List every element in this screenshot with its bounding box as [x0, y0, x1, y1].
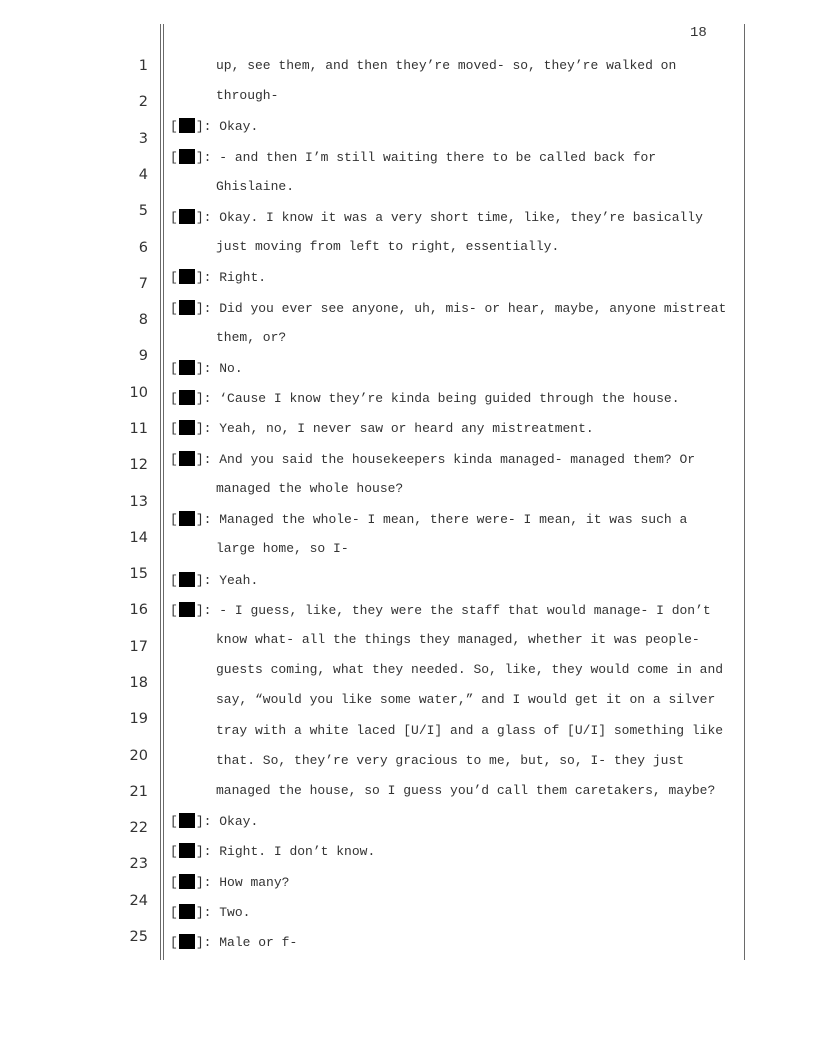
- redacted-speaker-name: [179, 874, 195, 889]
- line-number: 11: [129, 421, 148, 437]
- speaker-bracket-open: [: [170, 875, 178, 890]
- line-number: 10: [129, 385, 148, 401]
- line-text: Right.: [219, 270, 267, 285]
- line-number: 6: [138, 240, 148, 256]
- left-margin-rule: [160, 24, 161, 960]
- redacted-speaker-name: [179, 813, 195, 828]
- line-number: 19: [129, 711, 148, 727]
- speaker-bracket-open: [: [170, 935, 178, 950]
- redacted-speaker-name: [179, 360, 195, 375]
- speaker-bracket-close: ]:: [195, 935, 212, 950]
- line-number: 13: [129, 494, 148, 510]
- speaker-bracket-open: [: [170, 301, 178, 316]
- transcript-line: [216, 783, 715, 798]
- line-text: Two.: [219, 905, 251, 920]
- redacted-speaker-name: [179, 934, 195, 949]
- redacted-speaker-name: [179, 149, 195, 164]
- transcript-line: [216, 239, 559, 254]
- line-number: 18: [129, 675, 148, 691]
- speaker-bracket-close: ]:: [195, 844, 212, 859]
- line-number: 4: [138, 167, 148, 183]
- redacted-speaker-name: [179, 572, 195, 587]
- speaker-bracket-open: [: [170, 814, 178, 829]
- speaker-line: [170, 300, 726, 316]
- speaker-line: [170, 934, 297, 950]
- line-number: 3: [138, 131, 148, 147]
- speaker-bracket-close: ]:: [195, 150, 212, 165]
- speaker-bracket-open: [: [170, 421, 178, 436]
- speaker-bracket-open: [: [170, 905, 178, 920]
- line-number: 25: [129, 929, 148, 945]
- speaker-bracket-open: [: [170, 361, 178, 376]
- redacted-speaker-name: [179, 269, 195, 284]
- line-text: Yeah.: [219, 573, 259, 588]
- line-number: 24: [129, 893, 148, 909]
- speaker-bracket-close: ]:: [195, 361, 212, 376]
- line-text: large home, so I-: [216, 541, 349, 556]
- speaker-bracket-close: ]:: [195, 210, 212, 225]
- speaker-line: [170, 843, 375, 859]
- line-text: - and then I’m still waiting there to be called back for: [219, 150, 657, 165]
- speaker-bracket-open: [: [170, 391, 178, 406]
- speaker-line: [170, 572, 258, 588]
- speaker-line: [170, 269, 266, 285]
- redacted-speaker-name: [179, 420, 195, 435]
- redacted-speaker-name: [179, 843, 195, 858]
- redacted-speaker-name: [179, 511, 195, 526]
- speaker-bracket-close: ]:: [195, 391, 212, 406]
- speaker-bracket-close: ]:: [195, 603, 212, 618]
- speaker-bracket-open: [: [170, 512, 178, 527]
- line-number: 2: [138, 94, 148, 110]
- speaker-bracket-close: ]:: [195, 119, 212, 134]
- line-text: Okay.: [219, 119, 259, 134]
- speaker-bracket-close: ]:: [195, 512, 212, 527]
- line-text: managed the whole house?: [216, 481, 404, 496]
- line-text: them, or?: [216, 330, 287, 345]
- transcript-line: [216, 692, 715, 707]
- line-text: Right. I don’t know.: [219, 844, 376, 859]
- speaker-line: [170, 360, 243, 376]
- redacted-speaker-name: [179, 300, 195, 315]
- line-text: Did you ever see anyone, uh, mis- or hear, maybe, anyone mistreat: [219, 301, 727, 316]
- line-number: 15: [129, 566, 148, 582]
- line-text: ‘Cause I know they’re kinda being guided through the house.: [219, 391, 680, 406]
- speaker-bracket-open: [: [170, 603, 178, 618]
- line-text: And you said the housekeepers kinda managed- managed them? Or: [219, 452, 696, 467]
- line-text: just moving from left to right, essentially.: [216, 239, 560, 254]
- speaker-bracket-close: ]:: [195, 301, 212, 316]
- line-number: 23: [129, 856, 148, 872]
- right-margin-rule: [744, 24, 745, 960]
- transcript-line: [216, 58, 676, 73]
- line-number: 21: [129, 784, 148, 800]
- line-text: Ghislaine.: [216, 179, 295, 194]
- transcript-line: [216, 179, 294, 194]
- transcript-line: [216, 662, 723, 677]
- speaker-bracket-close: ]:: [195, 905, 212, 920]
- speaker-bracket-open: [: [170, 452, 178, 467]
- speaker-line: [170, 390, 680, 406]
- line-text: Okay.: [219, 814, 259, 829]
- transcript-line: [216, 753, 684, 768]
- speaker-bracket-close: ]:: [195, 573, 212, 588]
- speaker-bracket-close: ]:: [195, 814, 212, 829]
- line-text: No.: [219, 361, 243, 376]
- speaker-line: [170, 118, 258, 134]
- redacted-speaker-name: [179, 904, 195, 919]
- redacted-speaker-name: [179, 602, 195, 617]
- speaker-bracket-open: [: [170, 150, 178, 165]
- speaker-bracket-close: ]:: [195, 270, 212, 285]
- line-number: 17: [129, 639, 148, 655]
- speaker-bracket-open: [: [170, 119, 178, 134]
- line-text: Male or f-: [219, 935, 298, 950]
- line-number: 12: [129, 457, 148, 473]
- line-text: managed the house, so I guess you’d call them caretakers, maybe?: [216, 783, 716, 798]
- line-text: up, see them, and then they’re moved- so, they’re walked on: [216, 58, 677, 73]
- speaker-bracket-open: [: [170, 573, 178, 588]
- speaker-line: [170, 451, 695, 467]
- line-text: know what- all the things they managed, whether it was people-: [216, 632, 700, 647]
- line-text: How many?: [219, 875, 290, 890]
- speaker-line: [170, 149, 656, 165]
- speaker-line: [170, 420, 594, 436]
- speaker-line: [170, 209, 703, 225]
- line-text: Yeah, no, I never saw or heard any mistreatment.: [219, 421, 594, 436]
- speaker-bracket-open: [: [170, 844, 178, 859]
- redacted-speaker-name: [179, 390, 195, 405]
- speaker-line: [170, 874, 289, 890]
- transcript-line: [216, 541, 349, 556]
- redacted-speaker-name: [179, 451, 195, 466]
- speaker-line: [170, 602, 711, 618]
- speaker-line: [170, 904, 250, 920]
- line-text: guests coming, what they needed. So, like, they would come in and: [216, 662, 724, 677]
- line-text: Managed the whole- I mean, there were- I mean, it was such a: [219, 512, 688, 527]
- speaker-bracket-close: ]:: [195, 421, 212, 436]
- speaker-bracket-open: [: [170, 210, 178, 225]
- speaker-line: [170, 511, 687, 527]
- line-number: 14: [129, 530, 148, 546]
- line-number: 20: [129, 748, 148, 764]
- redacted-speaker-name: [179, 209, 195, 224]
- speaker-bracket-close: ]:: [195, 875, 212, 890]
- transcript-line: [216, 632, 700, 647]
- line-text: say, “would you like some water,” and I would get it on a silver: [216, 692, 716, 707]
- line-number: 1: [138, 58, 148, 74]
- line-number: 7: [138, 276, 148, 292]
- transcript-line: [216, 88, 278, 103]
- transcript-line: [216, 723, 723, 738]
- line-text: that. So, they’re very gracious to me, but, so, I- they just: [216, 753, 685, 768]
- speaker-bracket-open: [: [170, 270, 178, 285]
- transcript-line: [216, 481, 403, 496]
- transcript-line: [216, 330, 286, 345]
- left-margin-rule-inner: [163, 24, 164, 960]
- line-text: tray with a white laced [U/I] and a glass of [U/I] something like: [216, 723, 724, 738]
- line-number: 22: [129, 820, 148, 836]
- line-text: Okay. I know it was a very short time, like, they’re basically: [219, 210, 703, 225]
- line-text: - I guess, like, they were the staff that would manage- I don’t: [219, 603, 711, 618]
- line-number: 5: [138, 203, 148, 219]
- line-text: through-: [216, 88, 279, 103]
- line-number: 8: [138, 312, 148, 328]
- page-number: 18: [690, 25, 707, 41]
- speaker-line: [170, 813, 258, 829]
- line-number: 9: [138, 348, 148, 364]
- speaker-bracket-close: ]:: [195, 452, 212, 467]
- line-number: 16: [129, 602, 148, 618]
- redacted-speaker-name: [179, 118, 195, 133]
